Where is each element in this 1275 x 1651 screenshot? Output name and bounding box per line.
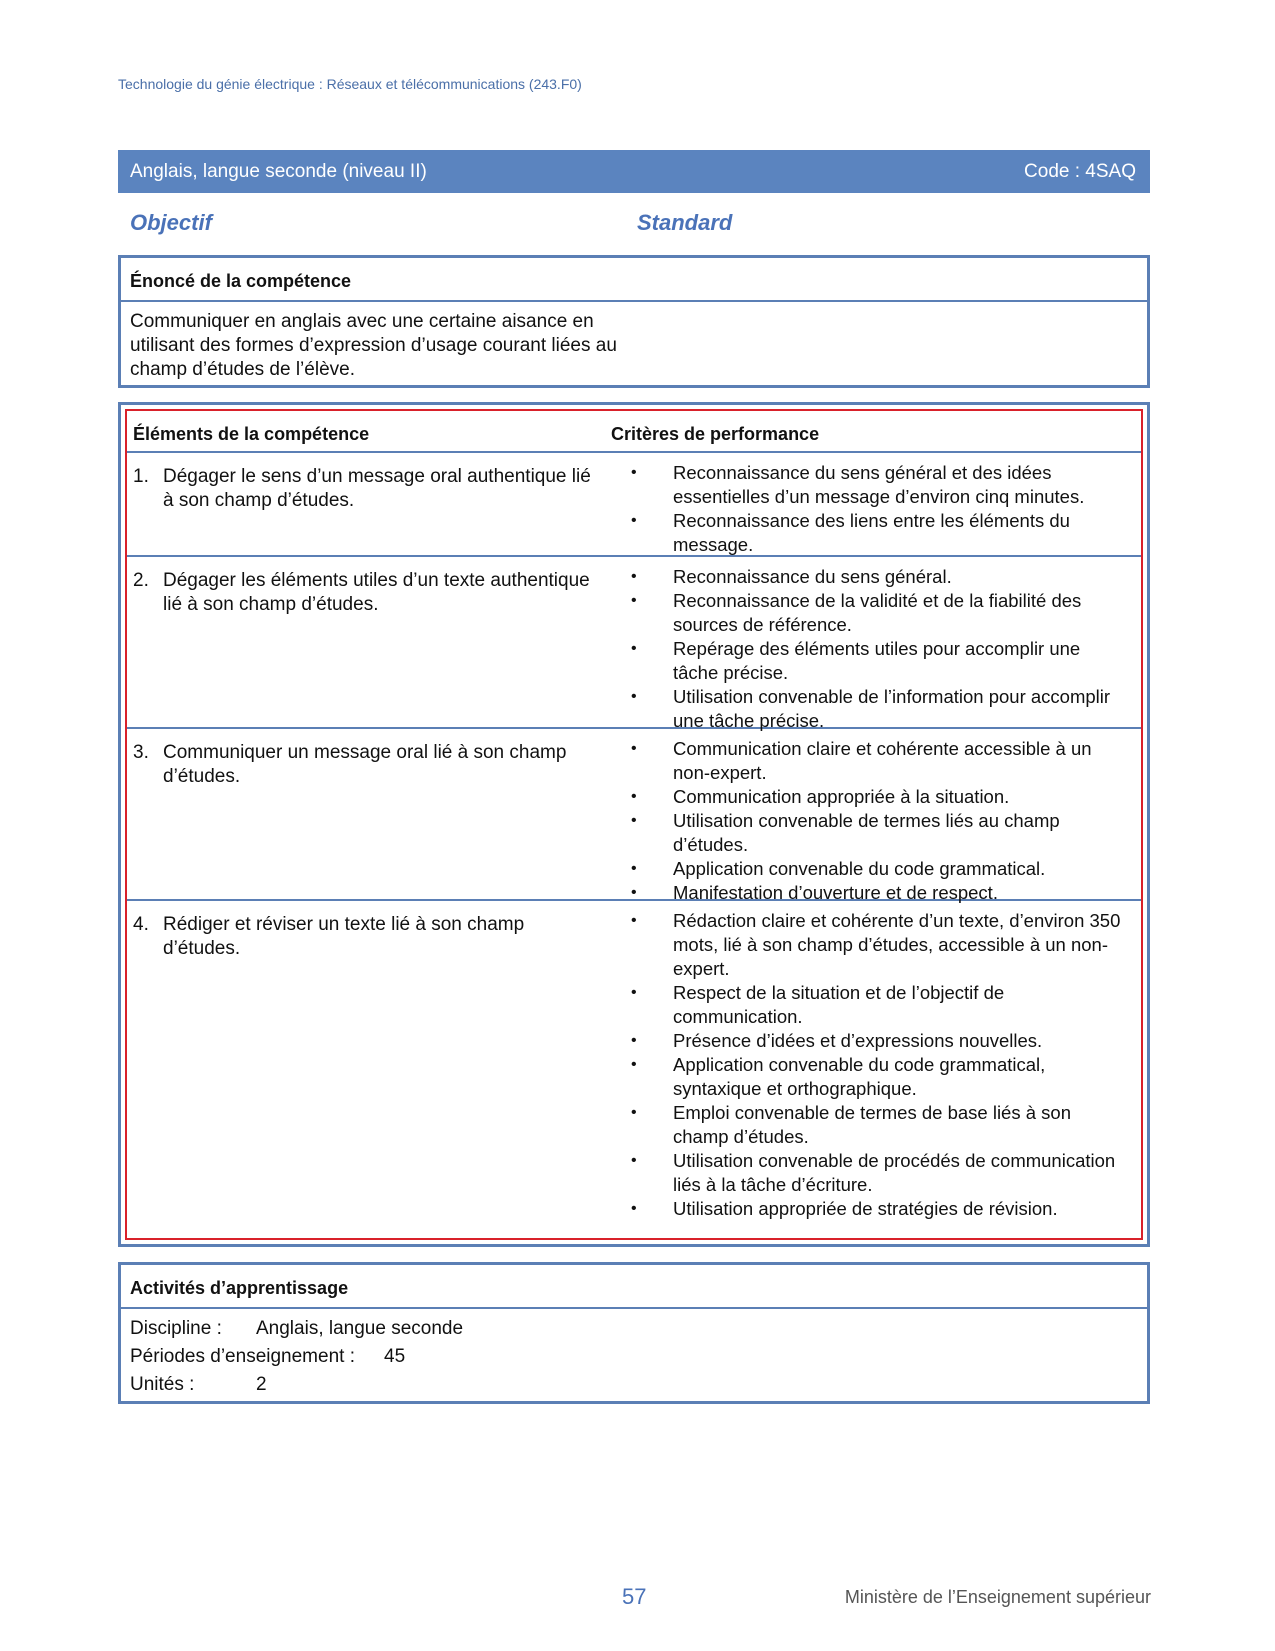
- bullet-icon: •: [631, 740, 637, 757]
- criterion-text: Communication appropriée à la situation.: [673, 786, 1010, 807]
- element-description: [133, 465, 603, 513]
- ministry-footer: Ministère de l’Enseignement supérieur: [844, 1587, 1151, 1607]
- course-title-bar: [118, 150, 1150, 193]
- criteria-list: [629, 909, 1129, 1221]
- bullet-icon: •: [631, 464, 637, 481]
- discipline-label: Discipline :: [130, 1318, 222, 1339]
- standard-heading: Standard: [637, 210, 733, 235]
- criterion-item: [629, 1053, 1129, 1101]
- bullet-icon: •: [631, 1056, 637, 1073]
- bullet-icon: •: [631, 1200, 637, 1217]
- criterion-text: Emploi convenable de termes de base liés à son champ d’études.: [673, 1102, 1071, 1147]
- bullet-icon: •: [631, 1032, 637, 1049]
- criterion-text: Reconnaissance du sens général et des idées essentielles d’un message d’environ cinq minutes.: [673, 462, 1085, 507]
- criterion-text: Utilisation convenable de l’information pour accomplir une tâche précise.: [673, 686, 1111, 731]
- element-description: [133, 741, 603, 789]
- elements-box: [118, 402, 1150, 1247]
- discipline-value: Anglais, langue seconde: [256, 1318, 464, 1339]
- criterion-text: Utilisation convenable de termes liés au champ d’études.: [673, 810, 1060, 855]
- criterion-text: Présence d’idées et d’expressions nouvelles.: [673, 1030, 1043, 1051]
- competence-statement-header: Énoncé de la compétence: [121, 258, 1147, 302]
- bullet-icon: •: [631, 568, 637, 585]
- element-row: [127, 901, 1141, 1219]
- criterion-text: Manifestation d’ouverture et de respect.: [673, 882, 998, 903]
- discipline-row: [130, 1315, 1147, 1343]
- elements-header-left: Éléments de la compétence: [133, 424, 370, 444]
- bullet-icon: •: [631, 812, 637, 829]
- learning-activities-box: [118, 1262, 1150, 1404]
- competence-statement-box: [118, 255, 1150, 388]
- element-number: 2.: [133, 570, 149, 591]
- bullet-icon: •: [631, 512, 637, 529]
- bullet-icon: •: [631, 884, 637, 901]
- criterion-text: Reconnaissance des liens entre les éléments du message.: [673, 510, 1070, 555]
- criterion-text: Communication claire et cohérente accessible à un non-expert.: [673, 738, 1092, 783]
- elements-rows: [127, 453, 1141, 1219]
- bullet-icon: •: [631, 1104, 637, 1121]
- element-text: Communiquer un message oral lié à son champ d’études.: [163, 742, 567, 787]
- units-row: [130, 1371, 1147, 1399]
- criterion-item: [629, 737, 1129, 785]
- criterion-item: [629, 589, 1129, 637]
- elements-table-header: [127, 411, 1141, 453]
- criterion-text: Application convenable du code grammatical.: [673, 858, 1046, 879]
- criterion-item: [629, 909, 1129, 981]
- criterion-text: Utilisation appropriée de stratégies de révision.: [673, 1198, 1058, 1219]
- element-row: [127, 453, 1141, 557]
- element-text: Rédiger et réviser un texte lié à son champ d’études.: [163, 914, 525, 959]
- criterion-item: [629, 809, 1129, 857]
- bullet-icon: •: [631, 788, 637, 805]
- objectif-heading: Objectif: [130, 210, 212, 235]
- periods-row: [130, 1343, 1147, 1371]
- periods-value: 45: [384, 1346, 406, 1367]
- criterion-item: [629, 981, 1129, 1029]
- elements-header-right: Critères de performance: [611, 424, 820, 444]
- bullet-icon: •: [631, 688, 637, 705]
- criteria-list: [629, 737, 1129, 905]
- bullet-icon: •: [631, 912, 637, 929]
- page-number: 57: [622, 1584, 647, 1609]
- bullet-icon: •: [631, 860, 637, 877]
- bullet-icon: •: [631, 1152, 637, 1169]
- criterion-item: [629, 1149, 1129, 1197]
- criterion-text: Reconnaissance de la validité et de la fiabilité des sources de référence.: [673, 590, 1082, 635]
- criterion-item: [629, 685, 1129, 733]
- criterion-text: Utilisation convenable de procédés de communication liés à la tâche d’écriture.: [673, 1150, 1116, 1195]
- competence-statement-text: Communiquer en anglais avec une certaine aisance en utilisant des formes d’expression d’usage courant liées au champ d’études de l’élève.: [130, 311, 617, 380]
- course-code: Code : 4SAQ: [1024, 160, 1136, 182]
- element-row: [127, 557, 1141, 729]
- criterion-item: [629, 509, 1129, 557]
- criterion-text: Rédaction claire et cohérente d’un texte, d’environ 350 mots, lié à son champ d’études, accessible à un non-expert.: [673, 910, 1121, 979]
- elements-table: [125, 409, 1143, 1240]
- criterion-text: Application convenable du code grammatical, syntaxique et orthographique.: [673, 1054, 1046, 1099]
- learning-activities-header: Activités d’apprentissage: [121, 1265, 1147, 1309]
- course-title: Anglais, langue seconde (niveau II): [130, 160, 427, 182]
- criterion-item: [629, 1029, 1129, 1053]
- element-number: 3.: [133, 742, 149, 763]
- element-description: [133, 913, 603, 961]
- units-value: 2: [256, 1374, 267, 1395]
- running-head: Technologie du génie électrique : Réseaux et télécommunications (243.F0): [118, 76, 582, 92]
- criteria-list: [629, 565, 1129, 733]
- criterion-item: [629, 1101, 1129, 1149]
- criterion-item: [629, 637, 1129, 685]
- criterion-item: [629, 857, 1129, 881]
- criterion-item: [629, 1197, 1129, 1221]
- bullet-icon: •: [631, 984, 637, 1001]
- criterion-text: Repérage des éléments utiles pour accomplir une tâche précise.: [673, 638, 1081, 683]
- criterion-text: Respect de la situation et de l’objectif de communication.: [673, 982, 1005, 1027]
- bullet-icon: •: [631, 640, 637, 657]
- element-row: [127, 729, 1141, 901]
- criterion-item: [629, 565, 1129, 589]
- criterion-item: [629, 785, 1129, 809]
- element-text: Dégager le sens d’un message oral authentique lié à son champ d’études.: [163, 466, 591, 511]
- element-number: 1.: [133, 466, 149, 487]
- section-headings: [130, 210, 1150, 240]
- criterion-text: Reconnaissance du sens général.: [673, 566, 952, 587]
- units-label: Unités :: [130, 1374, 195, 1395]
- element-number: 4.: [133, 914, 149, 935]
- criterion-item: [629, 461, 1129, 509]
- periods-label: Périodes d’enseignement :: [130, 1346, 355, 1367]
- element-text: Dégager les éléments utiles d’un texte authentique lié à son champ d’études.: [163, 570, 590, 615]
- element-description: [133, 569, 603, 617]
- learning-activities-list: [121, 1309, 1147, 1399]
- criteria-list: [629, 461, 1129, 557]
- bullet-icon: •: [631, 592, 637, 609]
